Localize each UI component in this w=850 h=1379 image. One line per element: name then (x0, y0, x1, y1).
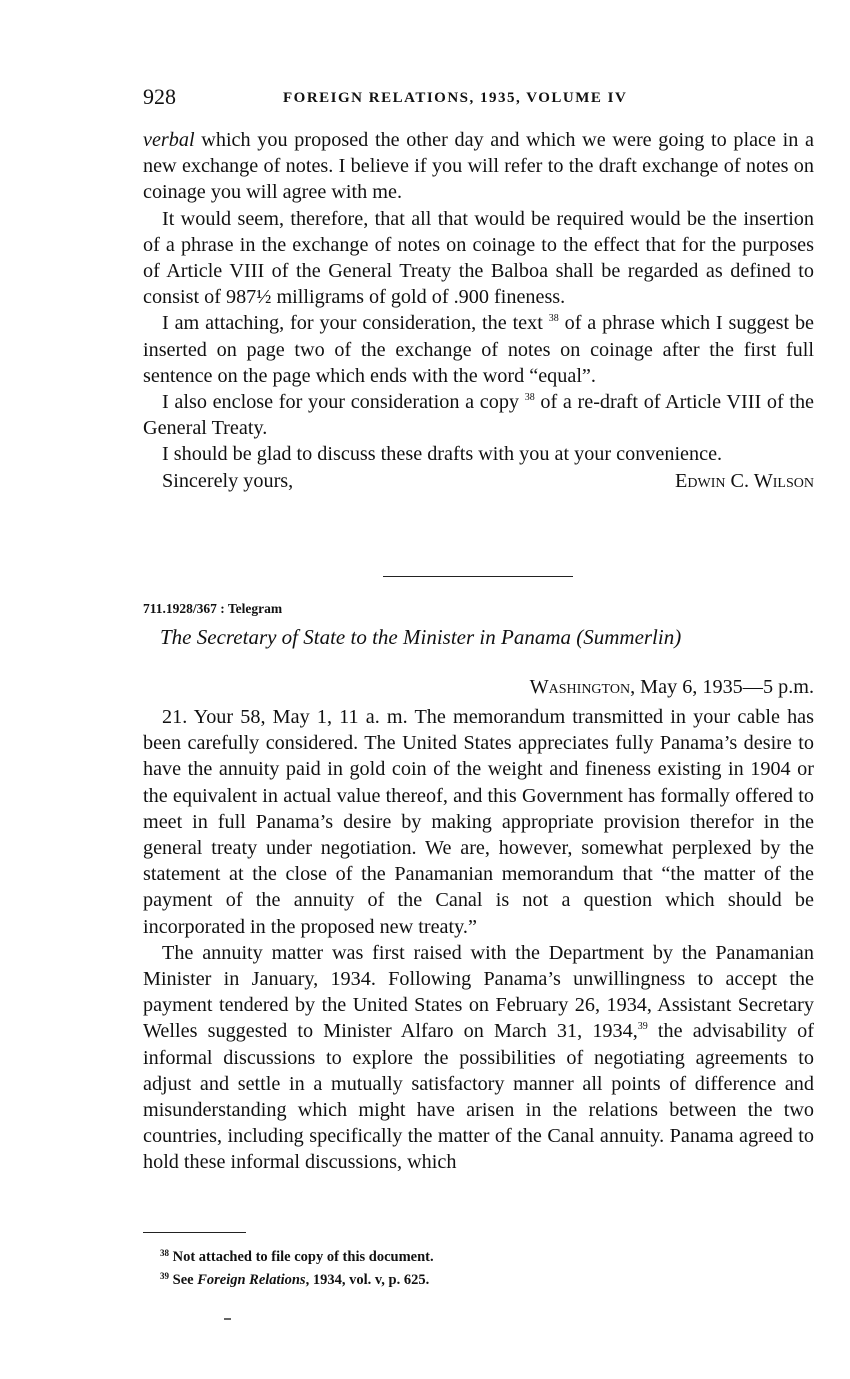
section-divider (383, 576, 573, 577)
running-head: FOREIGN RELATIONS, 1935, VOLUME IV (283, 90, 628, 106)
footnote (160, 1244, 434, 1267)
title-text: The Secretary of State to the Minister in Panama ( (160, 625, 584, 649)
footnote-text: , 1934, vol. v, p. 625. (305, 1272, 430, 1288)
paragraph-text: I also enclose for your consideration a copy (162, 391, 520, 414)
dateline (530, 676, 814, 699)
footnote-mark: 38 (160, 1248, 169, 1258)
file-reference: 711.1928/367 : Telegram (143, 601, 283, 616)
complimentary-close: Sincerely yours, (162, 469, 294, 492)
footnote-italic: Foreign Relations (197, 1272, 306, 1288)
title-close: ) (674, 625, 682, 649)
paragraph-text: the advisability of informal discussions to explore the possibilities of negotiating agreements to adjust and settle in a mutually satisfactory manner all points of difference and misunderstanding which might have arisen in the relations between the two countries, including specifically the matter of the Canal annuity. Panama agreed to hold these informal discussions, which (143, 1020, 814, 1174)
telegram-body (143, 704, 814, 1176)
letter-paragraph-4 (143, 389, 814, 441)
footnote-ref: 38 (548, 313, 559, 325)
footnote-text: Not attached to file copy of this document. (172, 1249, 434, 1265)
paragraph-text: which you proposed the other day and which we were going to place in a new exchange of notes. I believe if you will refer to the draft exchange of notes on coinage you will agree with me. (143, 129, 814, 204)
letter-paragraph-1 (143, 127, 814, 206)
footnote-divider (143, 1232, 246, 1233)
letter-paragraph-5: I should be glad to discuss these drafts with you at your convenience. (162, 443, 723, 466)
letter-paragraph-3 (143, 310, 814, 389)
footnote-ref: 38 (524, 392, 535, 404)
telegram-paragraph-2 (143, 940, 814, 1176)
document-title (160, 625, 681, 650)
italic-term: verbal (143, 129, 195, 151)
footnote-ref: 39 (637, 1021, 648, 1033)
page-number: 928 (143, 84, 176, 109)
paragraph-text: of a phrase which I suggest be inserted on page two of the exchange of notes on coinage after the first full sentence on the page which ends with the word “equal”. (143, 312, 815, 387)
telegram-paragraph-1: 21. Your 58, May 1, 11 a. m. The memorandum transmitted in your cable has been carefully considered. The United States appreciates fully Panama’s desire to have the annuity paid in gold coin of the weight and fineness existing in 1904 or the equivalent in actual value thereof, and this Government has formally offered to meet in full Panama’s desire by making appropriate provision therefor in the general treaty under negotiation. We are, however, somewhat perplexed by the statement at the close of the Panamanian memorandum that “the matter of the payment of the annuity of the Canal is not a question which should be incorporated in the proposed new treaty.” (143, 706, 814, 938)
letter-body (143, 127, 814, 494)
footnote (160, 1267, 434, 1290)
letter-closing (143, 468, 814, 494)
footnote-text: See (172, 1272, 198, 1288)
minister-name: Summerlin (583, 625, 675, 649)
paragraph-text: The annuity matter was first raised with the Department by the Panamanian Minister in January, 1934. Following Panama’s unwillingness to accept the payment tendered by the United States on February 26, 1934, Assistant Secretary Welles suggested to Minister Alfaro on March 31, 1934, (143, 941, 814, 1043)
dateline-date: , May 6, 1935—5 p.m. (630, 676, 814, 698)
stray-mark (224, 1318, 231, 1320)
paragraph-text: of a re-draft of Article VIII of the General Treaty. (143, 391, 815, 440)
footnotes (160, 1244, 434, 1290)
dateline-place: Washington (529, 676, 631, 698)
letter-paragraph-2: It would seem, therefore, that all that would be required would be the insertion of a phrase in the exchange of notes on coinage to the effect that for the purposes of Article VIII of the General Treaty the Balboa shall be regarded as defined to consist of 987½ milligrams of gold of .900 fineness. (143, 207, 814, 309)
signature: Edwin C. Wilson (675, 469, 814, 492)
paragraph-text: I am attaching, for your consideration, the text (162, 312, 543, 335)
page-header (143, 84, 814, 114)
footnote-mark: 39 (160, 1271, 169, 1281)
